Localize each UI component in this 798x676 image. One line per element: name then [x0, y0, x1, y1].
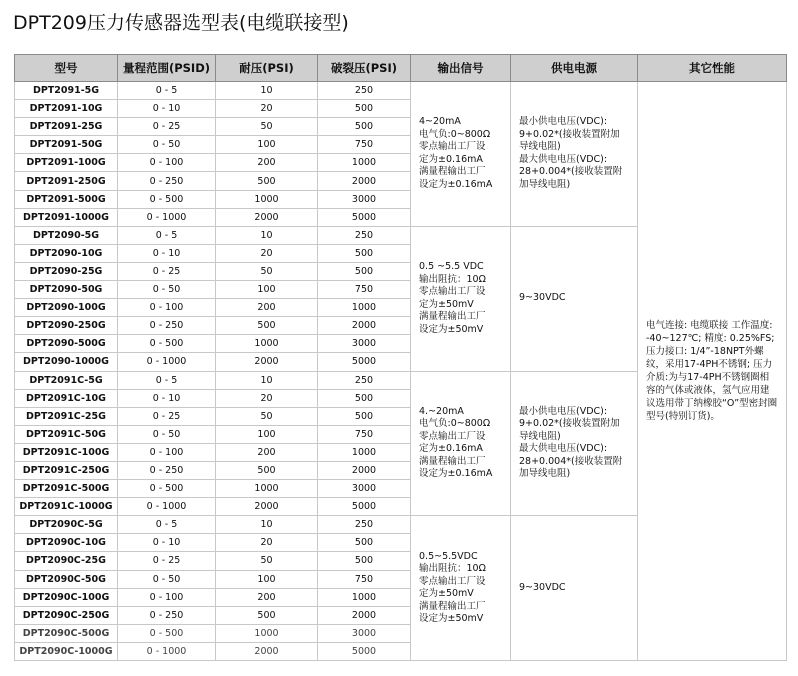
cell-range: 0 - 50: [118, 570, 216, 588]
col-header-range: 量程范围(PSID): [118, 55, 216, 82]
cell-range: 0 - 10: [118, 100, 216, 118]
col-header-power-supply: 供电电源: [511, 55, 638, 82]
power-supply-line: 9~30VDC: [519, 581, 566, 593]
power-supply-line: 9~30VDC: [519, 292, 566, 304]
cell-range: 0 - 100: [118, 443, 216, 461]
cell-model: DPT2091-250G: [15, 172, 118, 190]
cell-range: 0 - 100: [118, 299, 216, 317]
cell-range: 0 - 10: [118, 534, 216, 552]
cell-proof-pressure: 200: [216, 443, 318, 461]
cell-model: DPT2090C-100G: [15, 588, 118, 606]
cell-model: DPT2090-250G: [15, 317, 118, 335]
cell-range: 0 - 100: [118, 588, 216, 606]
cell-proof-pressure: 1000: [216, 190, 318, 208]
output-signal-line: 满量程输出工厂: [419, 311, 486, 323]
cell-proof-pressure: 100: [216, 425, 318, 443]
cell-output-signal: [411, 82, 511, 227]
output-signal-line: 零点输出工厂设: [419, 575, 486, 587]
cell-burst-pressure: 2000: [318, 317, 411, 335]
cell-model: DPT2091C-10G: [15, 389, 118, 407]
cell-range: 0 - 1000: [118, 498, 216, 516]
cell-burst-pressure: 2000: [318, 172, 411, 190]
output-signal-line: 定为±50mV: [419, 588, 474, 600]
cell-range: 0 - 250: [118, 606, 216, 624]
page-title: DPT209压力传感器选型表(电缆联接型): [13, 12, 349, 34]
cell-proof-pressure: 10: [216, 516, 318, 534]
cell-model: DPT2090-1000G: [15, 353, 118, 371]
cell-burst-pressure: 750: [318, 281, 411, 299]
cell-model: DPT2090-5G: [15, 226, 118, 244]
cell-range: 0 - 250: [118, 461, 216, 479]
cell-power-supply: [511, 371, 638, 516]
cell-model: DPT2091-10G: [15, 100, 118, 118]
cell-model: DPT2091C-1000G: [15, 498, 118, 516]
cell-burst-pressure: 3000: [318, 190, 411, 208]
cell-proof-pressure: 200: [216, 299, 318, 317]
cell-model: DPT2090C-500G: [15, 624, 118, 642]
output-signal-line: 满量程输出工厂: [419, 166, 486, 178]
cell-range: 0 - 250: [118, 317, 216, 335]
cell-model: DPT2091C-500G: [15, 480, 118, 498]
cell-burst-pressure: 500: [318, 244, 411, 262]
cell-model: DPT2091C-5G: [15, 371, 118, 389]
cell-burst-pressure: 1000: [318, 154, 411, 172]
output-signal-line: 零点输出工厂设: [419, 141, 486, 153]
cell-proof-pressure: 2000: [216, 642, 318, 660]
power-supply-line: 导线电阻): [519, 430, 561, 442]
col-header-burst-pressure: 破裂压(PSI): [318, 55, 411, 82]
cell-proof-pressure: 50: [216, 118, 318, 136]
cell-burst-pressure: 250: [318, 82, 411, 100]
output-signal-line: 定为±50mV: [419, 298, 474, 310]
cell-power-supply: [511, 82, 638, 227]
cell-model: DPT2090-50G: [15, 281, 118, 299]
output-signal-line: 满量程输出工厂: [419, 455, 486, 467]
cell-proof-pressure: 20: [216, 534, 318, 552]
output-signal-line: 定为±0.16mA: [419, 153, 483, 165]
output-signal-line: 设定为±0.16mA: [419, 178, 493, 190]
cell-burst-pressure: 5000: [318, 642, 411, 660]
power-supply-line: 最小供电电压(VDC):: [519, 116, 608, 128]
cell-proof-pressure: 2000: [216, 208, 318, 226]
cell-range: 0 - 1000: [118, 353, 216, 371]
cell-range: 0 - 25: [118, 407, 216, 425]
power-supply-line: 9+0.02*(接收装置附加: [519, 128, 620, 140]
cell-range: 0 - 10: [118, 244, 216, 262]
cell-burst-pressure: 750: [318, 425, 411, 443]
cell-range: 0 - 10: [118, 389, 216, 407]
cell-output-signal: [411, 516, 511, 661]
cell-power-supply: [511, 226, 638, 371]
output-signal-line: 0.5~5.5VDC: [419, 550, 478, 562]
output-signal-line: 输出阻抗：10Ω: [419, 563, 486, 575]
cell-proof-pressure: 2000: [216, 353, 318, 371]
col-header-model: 型号: [15, 55, 118, 82]
output-signal-line: 0.5 ~5.5 VDC: [419, 261, 484, 273]
cell-proof-pressure: 500: [216, 606, 318, 624]
cell-model: DPT2091C-250G: [15, 461, 118, 479]
cell-proof-pressure: 500: [216, 317, 318, 335]
col-header-output-signal: 输出信号: [411, 55, 511, 82]
power-supply-line: 导线电阻): [519, 141, 561, 153]
output-signal-line: 输出阻抗：10Ω: [419, 273, 486, 285]
cell-burst-pressure: 500: [318, 100, 411, 118]
output-signal-line: 电气负:0~800Ω: [419, 128, 491, 140]
cell-range: 0 - 500: [118, 480, 216, 498]
cell-proof-pressure: 2000: [216, 498, 318, 516]
cell-proof-pressure: 10: [216, 82, 318, 100]
cell-model: DPT2090-100G: [15, 299, 118, 317]
cell-burst-pressure: 5000: [318, 498, 411, 516]
cell-burst-pressure: 3000: [318, 480, 411, 498]
cell-range: 0 - 1000: [118, 208, 216, 226]
power-supply-line: 最大供电电压(VDC):: [519, 443, 608, 455]
cell-proof-pressure: 50: [216, 262, 318, 280]
cell-burst-pressure: 500: [318, 407, 411, 425]
cell-proof-pressure: 20: [216, 244, 318, 262]
output-signal-line: 4~20mA: [419, 116, 461, 128]
cell-proof-pressure: 1000: [216, 480, 318, 498]
cell-model: DPT2090C-25G: [15, 552, 118, 570]
cell-proof-pressure: 200: [216, 588, 318, 606]
cell-proof-pressure: 100: [216, 136, 318, 154]
cell-burst-pressure: 250: [318, 226, 411, 244]
cell-model: DPT2090-500G: [15, 335, 118, 353]
cell-range: 0 - 5: [118, 516, 216, 534]
cell-burst-pressure: 500: [318, 262, 411, 280]
cell-proof-pressure: 50: [216, 552, 318, 570]
cell-model: DPT2090-25G: [15, 262, 118, 280]
output-signal-line: 定为±0.16mA: [419, 443, 483, 455]
cell-range: 0 - 5: [118, 371, 216, 389]
power-supply-line: 28+0.004*(接收装置附: [519, 166, 623, 178]
power-supply-line: 最小供电电压(VDC):: [519, 405, 608, 417]
cell-burst-pressure: 5000: [318, 208, 411, 226]
cell-proof-pressure: 20: [216, 100, 318, 118]
cell-range: 0 - 5: [118, 82, 216, 100]
cell-range: 0 - 250: [118, 172, 216, 190]
cell-burst-pressure: 500: [318, 552, 411, 570]
cell-burst-pressure: 2000: [318, 606, 411, 624]
cell-model: DPT2091-1000G: [15, 208, 118, 226]
cell-model: DPT2091-5G: [15, 82, 118, 100]
cell-model: DPT2090C-250G: [15, 606, 118, 624]
cell-model: DPT2091-25G: [15, 118, 118, 136]
cell-other-performance: 电气连接: 电缆联接 工作温度: -40~127℃; 精度: 0.25%FS; 压力接口: 1/4”-18NPT外螺纹，采用17-4PH不锈钢; 压力介质:为与17-4PH不锈钢圈相容的气体或液体，氢气应用建议选用带丁纳橡胶“O”型密封圈型号(特别订货)。: [638, 82, 787, 661]
cell-range: 0 - 500: [118, 335, 216, 353]
power-supply-line: 28+0.004*(接收装置附: [519, 455, 623, 467]
output-signal-line: 设定为±50mV: [419, 613, 484, 625]
cell-model: DPT2090C-5G: [15, 516, 118, 534]
power-supply-line: 最大供电电压(VDC):: [519, 153, 608, 165]
spec-table: [14, 54, 787, 661]
cell-burst-pressure: 500: [318, 534, 411, 552]
cell-proof-pressure: 10: [216, 371, 318, 389]
header-row: [15, 55, 787, 82]
cell-proof-pressure: 200: [216, 154, 318, 172]
cell-range: 0 - 500: [118, 624, 216, 642]
cell-proof-pressure: 1000: [216, 335, 318, 353]
cell-burst-pressure: 3000: [318, 624, 411, 642]
cell-burst-pressure: 250: [318, 371, 411, 389]
cell-proof-pressure: 10: [216, 226, 318, 244]
output-signal-line: 设定为±50mV: [419, 323, 484, 335]
cell-burst-pressure: 250: [318, 516, 411, 534]
cell-range: 0 - 50: [118, 281, 216, 299]
output-signal-line: 零点输出工厂设: [419, 430, 486, 442]
cell-proof-pressure: 50: [216, 407, 318, 425]
cell-range: 0 - 25: [118, 262, 216, 280]
col-header-proof-pressure: 耐压(PSI): [216, 55, 318, 82]
cell-burst-pressure: 500: [318, 389, 411, 407]
cell-burst-pressure: 2000: [318, 461, 411, 479]
output-signal-line: 零点输出工厂设: [419, 286, 486, 298]
cell-range: 0 - 50: [118, 136, 216, 154]
cell-proof-pressure: 500: [216, 461, 318, 479]
cell-burst-pressure: 1000: [318, 443, 411, 461]
cell-model: DPT2091C-100G: [15, 443, 118, 461]
cell-model: DPT2090C-1000G: [15, 642, 118, 660]
cell-proof-pressure: 100: [216, 281, 318, 299]
power-supply-line: 加导线电阻): [519, 178, 571, 190]
cell-model: DPT2090-10G: [15, 244, 118, 262]
cell-model: DPT2091-500G: [15, 190, 118, 208]
cell-output-signal: [411, 226, 511, 371]
cell-range: 0 - 25: [118, 118, 216, 136]
cell-range: 0 - 1000: [118, 642, 216, 660]
cell-model: DPT2091C-50G: [15, 425, 118, 443]
cell-proof-pressure: 100: [216, 570, 318, 588]
cell-model: DPT2090C-50G: [15, 570, 118, 588]
cell-burst-pressure: 750: [318, 136, 411, 154]
cell-power-supply: [511, 516, 638, 661]
cell-output-signal: [411, 371, 511, 516]
cell-proof-pressure: 1000: [216, 624, 318, 642]
output-signal-line: 设定为±0.16mA: [419, 468, 493, 480]
cell-model: DPT2091-50G: [15, 136, 118, 154]
cell-burst-pressure: 500: [318, 118, 411, 136]
cell-burst-pressure: 3000: [318, 335, 411, 353]
cell-model: DPT2090C-10G: [15, 534, 118, 552]
cell-proof-pressure: 20: [216, 389, 318, 407]
cell-burst-pressure: 1000: [318, 588, 411, 606]
output-signal-line: 满量程输出工厂: [419, 600, 486, 612]
table-row: [15, 82, 787, 100]
cell-model: DPT2091C-25G: [15, 407, 118, 425]
output-signal-line: 电气负:0~800Ω: [419, 418, 491, 430]
cell-range: 0 - 5: [118, 226, 216, 244]
output-signal-line: 4.~20mA: [419, 405, 464, 417]
cell-burst-pressure: 750: [318, 570, 411, 588]
cell-proof-pressure: 500: [216, 172, 318, 190]
cell-range: 0 - 25: [118, 552, 216, 570]
cell-burst-pressure: 5000: [318, 353, 411, 371]
power-supply-line: 9+0.02*(接收装置附加: [519, 418, 620, 430]
cell-range: 0 - 100: [118, 154, 216, 172]
power-supply-line: 加导线电阻): [519, 468, 571, 480]
col-header-other-performance: 其它性能: [638, 55, 787, 82]
cell-range: 0 - 500: [118, 190, 216, 208]
cell-model: DPT2091-100G: [15, 154, 118, 172]
cell-burst-pressure: 1000: [318, 299, 411, 317]
cell-range: 0 - 50: [118, 425, 216, 443]
